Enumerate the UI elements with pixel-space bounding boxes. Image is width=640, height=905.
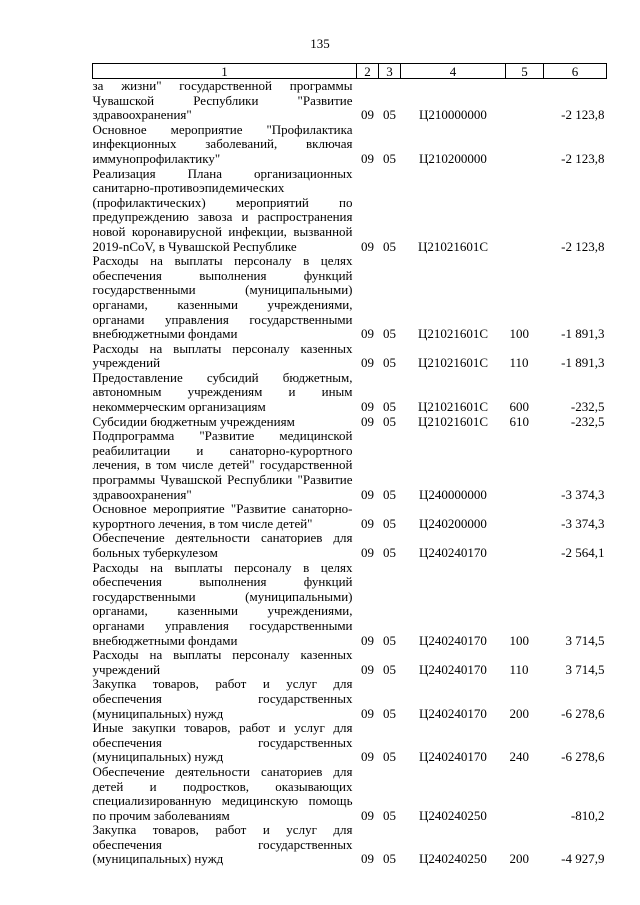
amount: -2 123,8 — [561, 150, 605, 166]
subsection-code: 05 — [383, 486, 396, 502]
amount: 3 714,5 — [565, 661, 605, 677]
expense-type-code — [506, 167, 544, 255]
expense-type-code — [506, 531, 544, 560]
amount: -2 564,1 — [561, 545, 605, 560]
row-description: Расходы на выплаты персоналу в целях обеспечения выполнения функций государственными (муниципальными) органами, казенными учреждениями, органами управления государственными внебюджетными фондами — [92, 559, 353, 648]
page-number: 135 — [310, 36, 330, 51]
table-row — [93, 531, 607, 560]
row-description: Основное мероприятие "Профилактика инфекционных заболеваний, включая иммунопрофилактику" — [92, 121, 353, 166]
table-row — [93, 823, 607, 867]
subsection-code: 05 — [383, 515, 396, 531]
expense-type-code: 110 — [509, 355, 529, 371]
subsection-code: 05 — [383, 355, 396, 371]
column-header-5: 5 — [506, 64, 544, 79]
amount: -1 891,3 — [561, 326, 605, 342]
section-code: 09 — [361, 807, 374, 823]
section-code: 09 — [361, 545, 374, 560]
row-description: Предоставление субсидий бюджетным, автономным учреждениям и иным некоммерческим организациям — [92, 369, 353, 415]
section-code: 09 — [361, 851, 374, 867]
expense-type-code — [506, 429, 544, 502]
expense-type-code: 100 — [509, 326, 529, 342]
row-description: Обеспечение деятельности санаториев для детей и подростков, оказывающих специализированную медицинскую помощь по прочим заболеваниям — [92, 763, 353, 823]
budget-table — [92, 63, 607, 867]
target-article-code: Ц21021601С — [417, 355, 489, 371]
section-code: 09 — [361, 515, 374, 531]
column-header-1: 1 — [93, 64, 357, 79]
row-description: Расходы на выплаты персоналу казенных учреждений — [92, 647, 353, 677]
expense-type-code — [506, 502, 544, 531]
subsection-code: 05 — [383, 399, 396, 415]
table-row — [93, 415, 607, 430]
subsection-code: 05 — [383, 150, 396, 166]
table-row — [93, 502, 607, 531]
amount: -2 123,8 — [561, 238, 605, 254]
expense-type-code: 600 — [509, 399, 529, 415]
expense-type-code: 610 — [509, 413, 529, 429]
column-header-2: 2 — [357, 64, 379, 79]
target-article-code: Ц240240250 — [419, 851, 487, 867]
table-row — [93, 371, 607, 415]
row-description: Реализация Плана организационных санитарно-противоэпидемических (профилактических) мероприятий по предупреждению завоза и распространения новой коронавирусной инфекции, вызванной 2019-nCoV, в Чувашской Республике — [92, 165, 353, 254]
target-article-code: Ц21021601С — [417, 326, 489, 342]
column-header-4: 4 — [401, 64, 506, 79]
table-header-row — [93, 64, 607, 79]
section-code: 09 — [361, 632, 374, 648]
subsection-code: 05 — [383, 749, 396, 765]
section-code: 09 — [361, 705, 374, 721]
section-code: 09 — [361, 150, 374, 166]
section-code: 09 — [361, 661, 374, 677]
row-description: Расходы на выплаты персоналу казенных учреждений — [92, 340, 353, 371]
expense-type-code: 200 — [509, 851, 529, 867]
expense-type-code: 200 — [509, 705, 529, 721]
target-article-code: Ц210000000 — [419, 107, 487, 123]
amount: -1 891,3 — [561, 355, 605, 371]
target-article-code: Ц240240170 — [419, 705, 487, 721]
row-description: Расходы на выплаты персоналу в целях обеспечения выполнения функций государственными (муниципальными) органами, казенными учреждениями, органами управления государственными внебюджетными фондами — [92, 253, 353, 342]
section-code: 09 — [361, 326, 374, 342]
section-code: 09 — [361, 107, 374, 123]
expense-type-code — [506, 123, 544, 167]
row-description: Иные закупки товаров, работ и услуг для обеспечения государственных (муниципальных) нужд — [92, 720, 353, 765]
subsection-code: 05 — [383, 807, 396, 823]
table-row — [93, 677, 607, 721]
table-row — [93, 254, 607, 342]
target-article-code: Ц240240170 — [419, 661, 487, 677]
section-code: 09 — [361, 413, 374, 429]
target-article-code: Ц240240170 — [419, 545, 487, 560]
subsection-code: 05 — [383, 107, 396, 123]
table-row — [93, 79, 607, 123]
amount: -810,2 — [570, 807, 605, 823]
table-row — [93, 167, 607, 255]
target-article-code: Ц240240170 — [419, 632, 487, 648]
row-description: Подпрограмма "Развитие медицинской реабилитации и санаторно-курортного лечения, в том числе детей" государственной программы Чувашской Республики "Развитие здравоохранения" — [92, 428, 353, 502]
subsection-code: 05 — [383, 326, 396, 342]
amount: -6 278,6 — [561, 749, 605, 765]
subsection-code: 05 — [383, 632, 396, 648]
row-description: Обеспечение деятельности санаториев для больных туберкулезом — [92, 530, 353, 560]
target-article-code: Ц240240170 — [419, 749, 487, 765]
table-row — [93, 429, 607, 502]
target-article-code: Ц210200000 — [419, 150, 487, 166]
section-code: 09 — [361, 355, 374, 371]
target-article-code: Ц240200000 — [419, 515, 487, 531]
subsection-code: 05 — [383, 238, 396, 254]
row-description: Субсидии бюджетным учреждениям — [92, 413, 295, 429]
amount: -232,5 — [570, 399, 605, 415]
amount: -6 278,6 — [561, 705, 605, 721]
target-article-code: Ц240000000 — [419, 486, 487, 502]
expense-type-code — [506, 765, 544, 823]
amount: -3 374,3 — [561, 515, 605, 531]
target-article-code: Ц21021601С — [417, 413, 489, 429]
amount: -3 374,3 — [561, 486, 605, 502]
column-header-6: 6 — [544, 64, 607, 79]
expense-type-code: 100 — [509, 632, 529, 648]
amount: 3 714,5 — [565, 632, 605, 648]
section-code: 09 — [361, 399, 374, 415]
target-article-code: Ц21021601С — [417, 238, 489, 254]
expense-type-code — [506, 79, 544, 123]
table-row — [93, 561, 607, 649]
section-code: 09 — [361, 749, 374, 765]
expense-type-code: 110 — [509, 661, 529, 677]
subsection-code: 05 — [383, 705, 396, 721]
table-row — [93, 123, 607, 167]
amount: -2 123,8 — [561, 107, 605, 123]
subsection-code: 05 — [383, 413, 396, 429]
row-description: за жизни" государственной программы Чувашской Республики "Развитие здравоохранения" — [92, 78, 353, 123]
row-description: Закупка товаров, работ и услуг для обеспечения государственных (муниципальных) нужд — [92, 676, 353, 721]
subsection-code: 05 — [383, 661, 396, 677]
section-code: 09 — [361, 486, 374, 502]
row-description: Закупка товаров, работ и услуг для обеспечения государственных (муниципальных) нужд — [92, 822, 353, 867]
column-header-3: 3 — [379, 64, 401, 79]
row-description: Основное мероприятие "Развитие санаторно-курортного лечения, в том числе детей" — [92, 501, 353, 531]
table-row — [93, 342, 607, 371]
subsection-code: 05 — [383, 545, 396, 560]
amount: -232,5 — [570, 413, 605, 429]
expense-type-code: 240 — [509, 749, 529, 765]
section-code: 09 — [361, 238, 374, 254]
table-row — [93, 721, 607, 765]
amount: -4 927,9 — [561, 851, 605, 867]
table-row — [93, 648, 607, 677]
subsection-code: 05 — [383, 851, 396, 867]
table-row — [93, 765, 607, 823]
target-article-code: Ц21021601С — [417, 399, 489, 415]
target-article-code: Ц240240250 — [419, 807, 487, 823]
